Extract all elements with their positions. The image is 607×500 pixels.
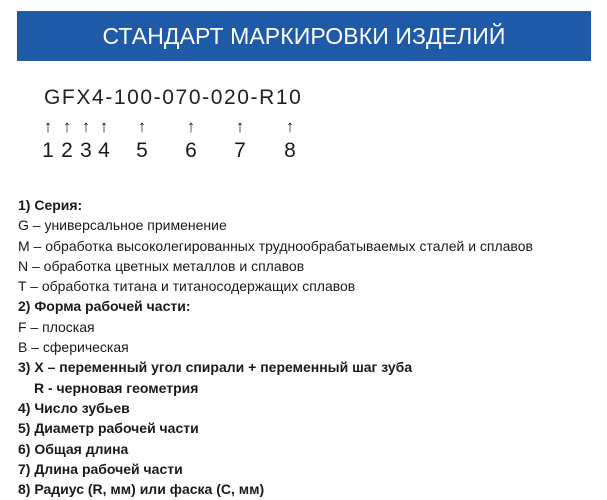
code-marker-7 (230, 118, 250, 162)
product-code: GFX4-100-070-020-R10 (44, 86, 303, 109)
code-marker-3 (76, 118, 96, 162)
code-marker-4 (94, 118, 114, 162)
up-arrow-icon: ↑ (81, 117, 91, 136)
marker-number: 3 (80, 139, 92, 162)
code-marker-1 (38, 118, 58, 162)
marker-number: 1 (42, 139, 54, 162)
legend-item: T – обработка титана и титаносодержащих сплавов (18, 278, 356, 295)
legend-item: F – плоская (18, 318, 95, 335)
legend-heading: 5) Диаметр рабочей части (18, 420, 199, 437)
legend-item: M – обработка высоколегированных труднообрабатываемых сталей и сплавов (18, 237, 533, 254)
legend-heading: 2) Форма рабочей части: (18, 298, 191, 315)
legend-heading: 8) Радиус (R, мм) или фаска (С, мм) (18, 481, 265, 498)
up-arrow-icon: ↑ (137, 117, 147, 136)
up-arrow-icon: ↑ (62, 117, 72, 136)
header-banner (17, 11, 591, 61)
marker-number: 4 (98, 139, 110, 162)
page-title: СТАНДАРТ МАРКИРОВКИ ИЗДЕЛИЙ (102, 22, 506, 49)
legend-heading: R - черновая геометрия (34, 379, 199, 396)
marker-number: 6 (185, 139, 197, 162)
legend-heading: 4) Число зубьев (18, 399, 130, 416)
marker-number: 7 (234, 139, 246, 162)
legend-list (18, 195, 598, 499)
legend-item: N – обработка цветных металлов и сплавов (18, 257, 305, 274)
marker-number: 5 (136, 139, 148, 162)
code-marker-6 (181, 118, 201, 162)
up-arrow-icon: ↑ (186, 117, 196, 136)
legend-heading: 6) Общая длина (18, 440, 129, 457)
up-arrow-icon: ↑ (235, 117, 245, 136)
marker-number: 2 (61, 139, 73, 162)
legend-item: G – универсальное применение (18, 217, 227, 234)
code-marker-5 (132, 118, 152, 162)
up-arrow-icon: ↑ (285, 117, 295, 136)
up-arrow-icon: ↑ (99, 117, 109, 136)
legend-item: B – сферическая (18, 339, 129, 356)
legend-heading: 1) Серия: (18, 197, 83, 213)
legend-heading: 7) Длина рабочей части (18, 460, 183, 477)
code-marker-2 (57, 118, 77, 162)
marker-number: 8 (284, 139, 296, 162)
code-marker-8 (280, 118, 300, 162)
legend-heading: 3) X – переменный угол спирали + переменный шаг зуба (18, 359, 413, 376)
up-arrow-icon: ↑ (43, 117, 53, 136)
